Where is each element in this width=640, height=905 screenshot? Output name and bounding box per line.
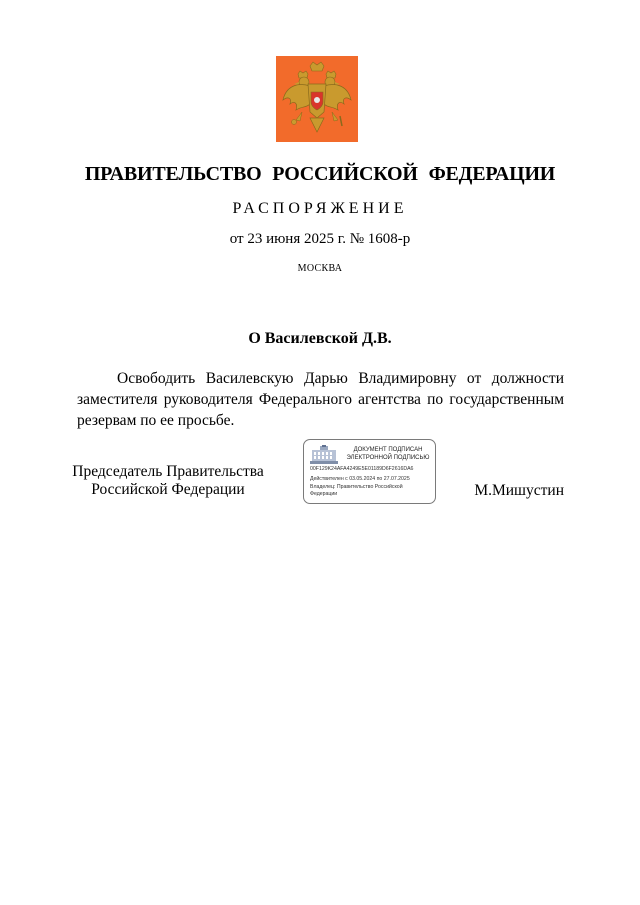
signer-name: М.Мишустин — [474, 482, 564, 499]
coat-of-arms-icon — [276, 56, 358, 142]
document-city: МОСКВА — [297, 263, 343, 274]
signer-position — [68, 463, 268, 499]
stamp-heading-line-2: ЭЛЕКТРОННОЙ ПОДПИСЬЮ — [346, 455, 430, 461]
document-body: Освободить Василевскую Дарью Владимировну от должности заместителя руководителя Федерального агентства по государственным резервам по ее просьбе. — [77, 370, 564, 429]
government-building-icon — [309, 445, 339, 465]
signer-position-line-2: Российской Федерации — [91, 481, 245, 498]
stamp-validity: Действителен с 03.05.2024 по 27.07.2025 — [310, 476, 410, 482]
document-subject: О Василевской Д.В. — [248, 330, 392, 347]
document-type: РАСПОРЯЖЕНИЕ — [232, 200, 408, 217]
stamp-heading — [342, 446, 434, 462]
double-headed-eagle-icon — [280, 60, 354, 138]
stamp-heading-line-1: ДОКУМЕНТ ПОДПИСАН — [353, 447, 423, 453]
government-title: ПРАВИТЕЛЬСТВО РОССИЙСКОЙ ФЕДЕРАЦИИ — [84, 163, 556, 185]
stamp-certificate: 00F129K24AFA4249E5E01189D6F2616DA6 — [310, 466, 414, 472]
stamp-owner: Владелец: Правительство Российской Федерации — [310, 484, 403, 497]
electronic-signature-stamp — [303, 439, 436, 504]
document-date-number: от 23 июня 2025 г. № 1608-р — [229, 231, 411, 247]
signer-position-line-1: Председатель Правительства — [72, 463, 264, 480]
